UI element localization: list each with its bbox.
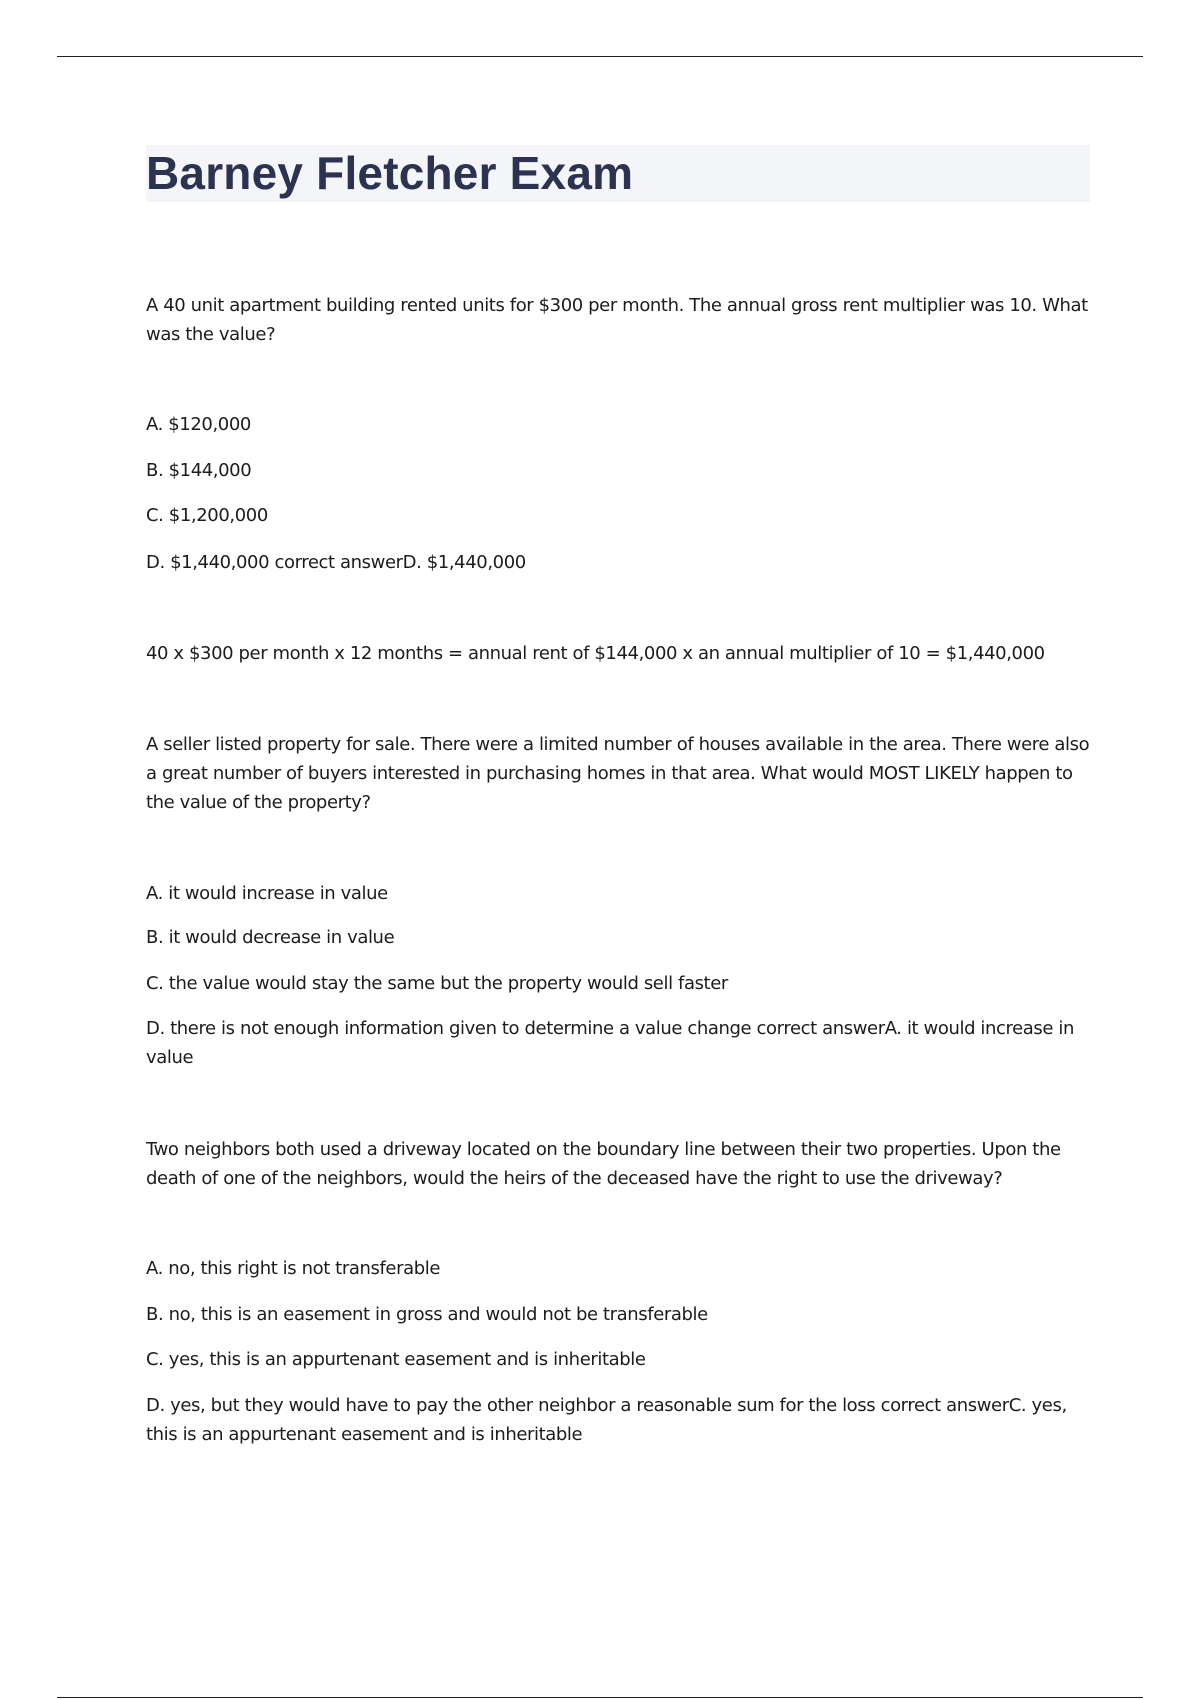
top-rule	[57, 56, 1143, 57]
question-1-option-a: A. $120,000	[146, 414, 251, 435]
page-title: Barney Fletcher Exam	[146, 147, 634, 199]
question-1-text: A 40 unit apartment building rented units for $300 per month. The annual gross rent multiplier was 10. What was the value?	[146, 295, 1088, 345]
bottom-rule	[57, 1697, 1143, 1698]
question-3-text: Two neighbors both used a driveway located on the boundary line between their two properties. Upon the death of one of the neighbors, would the heirs of the deceased have the right to use the driveway?	[146, 1139, 1061, 1189]
question-2-option-d: D. there is not enough information given to determine a value change correct answerA. it would increase in value	[146, 1018, 1075, 1068]
question-1-option-c: C. $1,200,000	[146, 505, 268, 526]
question-3-option-c: C. yes, this is an appurtenant easement and is inheritable	[146, 1349, 646, 1370]
question-1-option-d: D. $1,440,000 correct answerD. $1,440,000	[146, 552, 526, 573]
question-2-option-b: B. it would decrease in value	[146, 927, 395, 948]
question-1-option-b: B. $144,000	[146, 460, 252, 481]
question-3-option-a: A. no, this right is not transferable	[146, 1258, 441, 1279]
question-2-text: A seller listed property for sale. There were a limited number of houses available in the area. There were also a great number of buyers interested in purchasing homes in that area. What would MOST LIKELY happen to the value of the property?	[146, 734, 1090, 813]
question-2-option-c: C. the value would stay the same but the property would sell faster	[146, 973, 728, 994]
question-3-option-d: D. yes, but they would have to pay the other neighbor a reasonable sum for the loss correct answerC. yes, this is an appurtenant easement and is inheritable	[146, 1395, 1067, 1445]
question-2-option-a: A. it would increase in value	[146, 883, 388, 904]
question-3-option-b: B. no, this is an easement in gross and would not be transferable	[146, 1304, 708, 1325]
question-1-explanation: 40 x $300 per month x 12 months = annual rent of $144,000 x an annual multiplier of 10 = $1,440,000	[146, 643, 1045, 664]
